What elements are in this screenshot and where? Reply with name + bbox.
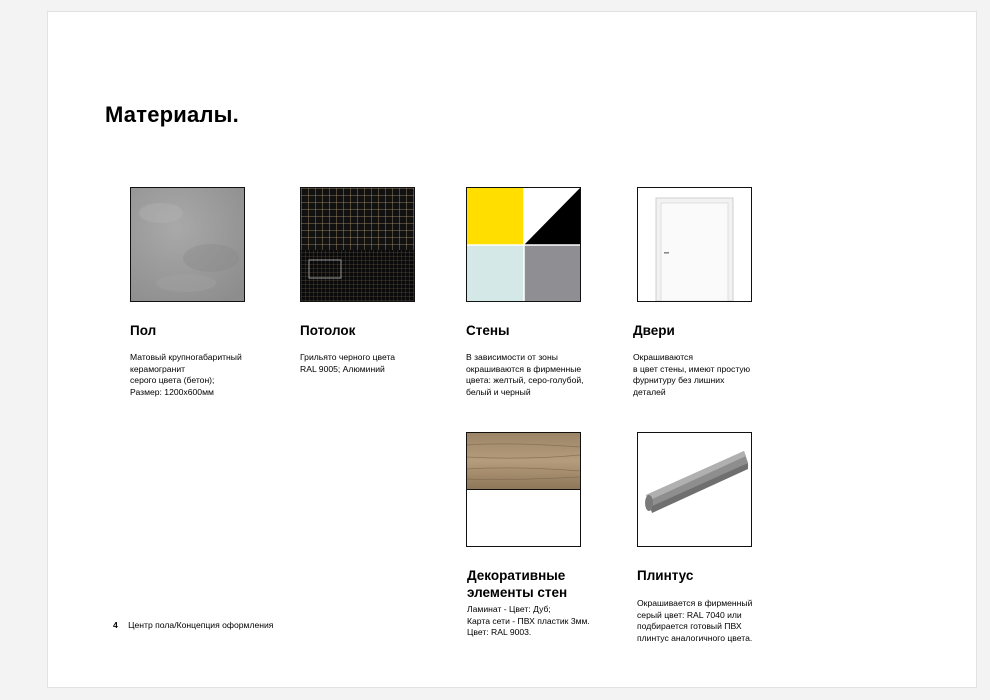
doors-title: Двери [633,323,675,338]
walls-title: Стены [466,323,510,338]
skirting-title: Плинтус [637,568,694,583]
ceiling-title: Потолок [300,323,356,338]
floor-swatch [130,187,245,302]
footer-text: Центр пола/Концепция оформления [128,620,274,630]
decor-title: Декоративные элементы стен [467,568,568,600]
walls-description: В зависимости от зоны окрашиваются в фирменные цвета: желтый, серо-голубой, белый и черный [466,352,584,397]
page-number: 4 [113,620,118,630]
decor-swatch [466,432,581,547]
blue-grey-color-sample [467,245,524,301]
concrete-texture-image [131,188,244,301]
floor-description: Матовый крупногабаритный керамогранит серого цвета (бетон); Размер: 1200х600мм [130,352,242,397]
page-title: Материалы. [105,102,239,127]
floor-title: Пол [130,323,157,338]
decor-description: Ламинат - Цвет: Дуб; Карта сети - ПВХ пластик 3мм. Цвет: RAL 9003. [467,604,590,637]
white-door-image [638,188,751,301]
grilyato-ceiling-image [301,188,414,301]
oak-laminate-image [467,433,580,546]
pvc-skirting-image [638,433,751,546]
doors-description: Окрашиваются в цвет стены, имеют простую фурнитуру без лишних деталей [633,352,751,397]
doors-swatch [637,187,752,302]
skirting-swatch [637,432,752,547]
yellow-color-sample [467,188,524,245]
grey-color-sample [524,245,580,301]
ceiling-swatch [300,187,415,302]
ceiling-description: Грильято черного цвета RAL 9005; Алюминий [300,352,396,374]
wall-colors-image [467,188,580,301]
page-footer [113,620,273,630]
walls-swatch [466,187,581,302]
skirting-description: Окрашивается в фирменный серый цвет: RAL 7040 или подбирается готовый ПВХ плинтус аналогичного цвета. [637,598,753,643]
